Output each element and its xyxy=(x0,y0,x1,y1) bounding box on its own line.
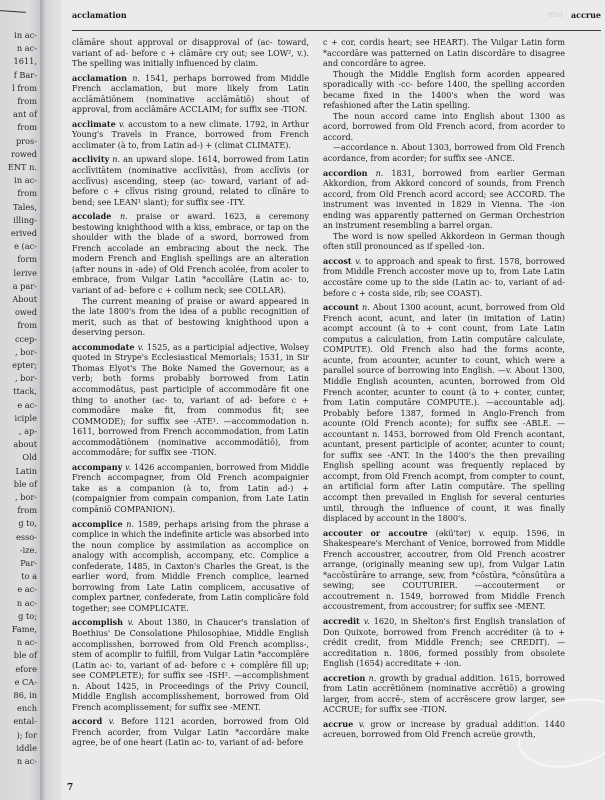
facing-page-fragment: ccep- xyxy=(14,333,37,344)
dictionary-entry xyxy=(72,154,309,208)
headword: acclamation xyxy=(72,72,128,83)
facing-page-fragment: n ac- xyxy=(16,756,37,766)
page-number: 7 xyxy=(67,783,74,793)
facing-page-fragment: n ac- xyxy=(16,637,37,648)
headword: accomplice xyxy=(72,518,123,529)
facing-page-edge xyxy=(0,0,40,800)
facing-page-fragment: , bor- xyxy=(14,373,37,384)
definition-text: 1525, as a participial adjective, Wolsey quoted in Strype's Ecclesiastical Memorials; 1531, in Sir Thomas Elyot's The Boke Named the Governour, as a verb; both forms probably borrowed from Latin accommodātus, past participle of accommodāre fit one thing to another (ac- to, variant of ad- before c + commodāre make fit, from commodus fit; see COMMODE); for suffix see -ATE¹. —accommodation n. 1611, borrowed from French accommodation, from Latin accommodātiōnem (nominative accommodātiō), from accommodāre; for suffix see -TION. xyxy=(72,342,309,458)
entry-continuation xyxy=(72,38,309,70)
headword: accommodate xyxy=(72,341,135,352)
headword: accordion xyxy=(323,167,368,178)
header-rule xyxy=(72,30,601,31)
facing-page-fragment: a par- xyxy=(12,280,37,291)
facing-page-fragment: e CA- xyxy=(14,676,37,687)
facing-page-fragment: ttack, xyxy=(13,386,37,397)
facing-page-fragment: to a xyxy=(21,571,37,582)
definition-text: growth by gradual addition. 1615, borrowed from Latin accrētiōnem (nominative accrētiō) a growing larger, from accrē-, stem of accrēscere grow larger, see ACCRUE; for suffix see -TION. xyxy=(323,673,565,715)
headword: accouter or accoutre xyxy=(323,527,428,538)
part-of-speech: v. xyxy=(358,719,365,729)
entry-paragraph xyxy=(323,38,565,70)
facing-page-fragment: n ac- xyxy=(16,597,37,608)
definition-text: equip. 1596, in Shakespeare's Merchant of Venice, borrowed from Middle French accoustrer, accoutrer, from Old French acostrer arrange, (originally meaning sew up), from Vulgar Latin *accōstūrāre to arrange, sew, from *cōstūra, *cōnsūtūra a sewing; see COUTURIER. —accouterment or accoutrement n. 1549, borrowed from Middle French accoustrement, from accoustrer; for suffix see -MENT. xyxy=(323,528,565,612)
part-of-speech: n. xyxy=(375,168,384,178)
dictionary-entry xyxy=(72,519,309,615)
entry-paragraph xyxy=(72,342,309,459)
definition-text: 1589, perhaps arising from the phrase a complice in which the indefinite article was absorbed into the noun complice by assimilation as accomplice on analogy with accomplish, accompany, etc. Complice a confederate, 1485, in Caxton's Charles the Great, is the earlier word, from Middle French complice, learned borrowing from Late Latin complicem, accusative of complex partner, confederate, from Latin complicāre fold together; see COMPLICATE. xyxy=(72,519,309,613)
dictionary-entry xyxy=(323,673,565,716)
definition-text: The word is now spelled Akkordeon in German though often still pronounced as if spelled -ion. xyxy=(323,231,565,252)
facing-page-fragment: from xyxy=(17,320,37,331)
facing-page-fragment: from xyxy=(17,96,37,106)
facing-page-fragment: f Bar- xyxy=(13,69,37,80)
definition-text: The noun accord came into English about 1300 as acord, borrowed from Old French acord, from acorder to accord. xyxy=(323,111,565,142)
part-of-speech: n. xyxy=(361,303,370,313)
facing-page-fragment: lerive xyxy=(13,267,37,278)
part-of-speech: n. xyxy=(132,73,140,83)
entry-paragraph xyxy=(72,154,309,208)
facing-page-fragment: About xyxy=(12,294,37,304)
definition-text: an upward slope. 1614, borrowed from Latin acclīvitātem (nominative acclīvitās), from acclīvis (or acclīvus) ascending, steep (ac- toward, variant of ad- before c + clīvus rising ground, related to clīnāre to bend; see LEAN¹ slant); for suffix see -ITY. xyxy=(72,155,310,207)
facing-page-fragment: erived xyxy=(10,228,37,238)
facing-page-fragment: Fame, xyxy=(11,624,37,634)
definition-text: accustom to a new climate. 1792, in Arthur Young's Travels in France, borrowed from French acclimater (à to, from Latin ad-) + (climat CLIMATE). xyxy=(72,119,309,150)
headword: accolade xyxy=(72,211,112,222)
facing-page-fragment: from xyxy=(17,188,37,199)
part-of-speech: v. xyxy=(118,119,125,129)
facing-page-fragment: illing- xyxy=(13,214,37,225)
entry-paragraph xyxy=(72,119,309,152)
dictionary-entry xyxy=(72,211,309,339)
dictionary-entry xyxy=(323,168,565,253)
entry-paragraph xyxy=(72,617,309,713)
facing-page-fragment: e (ac- xyxy=(14,241,37,252)
running-head xyxy=(72,10,601,24)
definition-text: Though the Middle English form acorden appeared sporadically with -cc- before 1400, the spelling accorden became fixed in the 1400's when the word was refashioned after the Latin spelling. xyxy=(323,69,565,111)
headword: accost xyxy=(323,255,352,266)
entry-paragraph xyxy=(72,297,309,339)
headword: account xyxy=(323,302,359,313)
entry-paragraph xyxy=(323,256,565,299)
headword: accrue xyxy=(323,718,354,729)
part-of-speech: n. xyxy=(119,212,128,222)
headword: accord xyxy=(72,716,103,727)
dictionary-entry xyxy=(72,342,309,459)
facing-page-fragment: efore xyxy=(15,663,37,674)
part-of-speech: n. xyxy=(126,519,135,529)
dictionary-entry xyxy=(323,256,565,299)
facing-page-fragment: esso- xyxy=(16,531,37,542)
dictionary-entry xyxy=(323,528,565,613)
facing-page-fragment: ); for xyxy=(16,729,37,740)
facing-page-fragment: Par- xyxy=(20,558,37,568)
dictionary-entry xyxy=(72,119,309,152)
show-through-text: etal xyxy=(547,10,563,19)
entry-paragraph xyxy=(323,528,565,613)
facing-page-fragment: Tales, xyxy=(13,201,37,212)
facing-page-fragment: , ap- xyxy=(18,426,37,436)
definition-text: About 1380, in Chaucer's translation of Boethius' De Consolatione Philosophiae, Middle English accomplisshen, borrowed from Old French acompliss-, stem of acomplir to fulfill, from Vulgar Latin *accomplēre (Latin ac- to, variant of ad- before c + complēre fill up; see COMPLETE); for suffix see -ISH². —accomplishment n. About 1425, in Proceedings of the Privy Council, Middle English accomplisshement, borrowed from Old French acomplissement; for suffix see -MENT. xyxy=(72,618,309,712)
definition-text: 1620, in Shelton's first English translation of Don Quixote, borrowed from French accréditer (à to + crédit credit, from Middle French; see CREDIT). —accreditation n. 1806, formed possibly from obsolete English (1654) accreditate + -ion. xyxy=(323,616,566,669)
definition-text: 1541, perhaps borrowed from Middle French acclamation, but more likely from Latin acclāmātiōnem (nominative acclāmātiō) shout of approval, from acclāmāre ACCLAIM; for suffix see -TION. xyxy=(72,73,310,115)
facing-page-fragment: in ac- xyxy=(14,30,37,40)
definition-text: clāmāre shout approval or disapproval of (ac- toward, variant of ad- before c + clāmāre cry out; see LOW², v.). The spelling was initially influenced by claim. xyxy=(72,38,309,69)
definition-text: —accordance n. About 1303, borrowed from Old French acordance, from acorder; for suffix see -ANCE. xyxy=(323,143,565,164)
definition-text: Before 1121 acorden, borrowed from Old French acorder, from Vulgar Latin *accordāre make agree, be of one heart (Latin ac- to, variant of ad- before xyxy=(72,717,309,748)
facing-page-fragment: , bor- xyxy=(14,492,37,502)
facing-page-fragment: Old xyxy=(22,452,37,463)
entry-paragraph xyxy=(323,168,565,232)
pronunciation: (əkü'tər) xyxy=(435,528,471,538)
facing-page-fragment: g to; xyxy=(18,610,37,621)
facing-page-fragment: , bor- xyxy=(14,346,37,357)
entry-paragraph xyxy=(323,112,565,144)
facing-page-fragment: ble of xyxy=(13,650,37,661)
entry-paragraph xyxy=(323,673,565,716)
entry-paragraph xyxy=(323,70,565,112)
dictionary-entry xyxy=(323,616,565,670)
dictionary-entry xyxy=(72,462,309,516)
definition-text: to approach and speak to first. 1578, borrowed from Middle French accoster move up to, from Late Latin accostāre come up to the side (Latin ac- to, variant of ad- before c + costa side, rib; see COAST). xyxy=(323,256,566,298)
facing-page-fragment: n ac- xyxy=(16,43,37,54)
facing-page-fragment: ental- xyxy=(13,716,37,727)
facing-page-fragment: 1611, xyxy=(13,56,37,67)
left-column xyxy=(72,38,309,752)
dictionary-entry xyxy=(72,716,309,749)
facing-page-fragment: about xyxy=(13,439,37,450)
entry-paragraph xyxy=(323,302,565,524)
definition-text: grow or increase by gradual addition. 1440 acreuen, borrowed from Old French acreüe growth, xyxy=(323,719,565,740)
facing-page-fragment: iddle xyxy=(16,742,37,753)
part-of-speech: v. xyxy=(108,717,115,727)
dictionary-entry xyxy=(72,73,309,116)
entry-paragraph xyxy=(72,519,309,615)
entry-paragraph xyxy=(323,232,565,253)
entry-paragraph xyxy=(323,143,565,164)
left-guide-word: acclamation xyxy=(72,10,127,20)
entry-paragraph xyxy=(72,211,309,296)
facing-page-fragment: ble of xyxy=(13,478,37,489)
facing-page-rule xyxy=(0,10,26,13)
facing-page-fragment: form xyxy=(17,254,37,265)
headword: accomplish xyxy=(72,617,124,628)
headword: accredit xyxy=(323,615,360,626)
definition-text: 1426 accompanien, borrowed from Middle French accompagner, from Old French acompaignier take as a companion (à to, from Latin ad-) + (compaignier from compain companion, from Late Latin compāniō COMPANION). xyxy=(72,462,310,514)
entry-paragraph xyxy=(72,73,309,116)
entry-paragraph xyxy=(72,716,309,749)
facing-page-fragment: e ac- xyxy=(17,584,37,595)
facing-page-fragment: in ac- xyxy=(14,175,37,186)
headword: accompany xyxy=(72,461,123,472)
facing-page-fragment: from xyxy=(17,122,37,133)
entry-paragraph xyxy=(72,462,309,516)
facing-page-fragment: -ize. xyxy=(19,544,37,555)
entry-paragraph xyxy=(72,38,309,70)
definition-text: The current meaning of praise or award appeared in the late 1800's from the idea of a public recognition of merit, such as that of bestowing knighthood upon a deserving person. xyxy=(72,296,309,338)
headword: acclivity xyxy=(72,154,110,165)
definition-text: About 1300 acount, acunt, borrowed from Old French acont, acunt, and later (in imitation of Latin) acompt account (à to + cont count, from Late Latin computus a calculation, from Latin computāre calculate, COMPUTE). Old French also had the forms aconte, acunte, from acounter, acunter to count, which were a parallel source of borrowing into English. —v. About 1300, Middle English acounten, acunten, borrowed from Old French aconter, acunter to count (à to + conter, cunter, from Latin computāre COMPUTE.). —accountable adj. Probably before 1387, formed in Anglo-French from acounte (Old French aconte); for suffix see -ABLE. —accountant n. 1453, borrowed from Old French acontant, acuntant, present participle of aconter, acunter to count; for suffix see -ANT. In the 1400's the then prevailing English spelling acount was frequently replaced by accompt, from Old French acompt, from compter to count, an artificial form after Latin computāre. The spelling accompt then prevailed in English for several centuries until, through the influence of count, it was finally displaced by account in the 1800's. xyxy=(323,303,565,524)
facing-page-fragment: owed xyxy=(14,307,37,318)
facing-page-fragment: rowed xyxy=(11,148,37,159)
facing-page-fragment: l from xyxy=(12,82,37,93)
facing-page-fragment: Latin xyxy=(15,465,37,476)
part-of-speech: v. xyxy=(137,342,144,352)
facing-page-fragment: g to, xyxy=(18,518,37,529)
facing-page-fragment: 86, in xyxy=(13,690,37,700)
facing-page-fragment: pros- xyxy=(15,135,37,146)
dictionary-page xyxy=(62,0,605,800)
part-of-speech: v. xyxy=(125,462,132,472)
facing-page-fragment: epter; xyxy=(12,360,37,370)
definition-text: praise or award. 1623, a ceremony bestowing knighthood with a kiss, embrace, or tap on the shoulder with the blade of a sword, borrowed from French accolade an embracing about the neck. The modern French and English spellings are an alteration (after nouns in -ade) of Old French acolée, from acoler to embrace, from Vulgar Latin *accollāre (Latin ac- to, variant of ad- before c + collum neck; see COLLAR). xyxy=(72,212,309,296)
right-column xyxy=(323,38,565,744)
part-of-speech: v. xyxy=(478,528,485,538)
facing-page-fragment: iciple xyxy=(14,412,37,423)
headword: acclimate xyxy=(72,118,116,129)
part-of-speech: v. xyxy=(355,256,362,266)
book-gutter xyxy=(40,0,62,800)
entry-paragraph xyxy=(323,616,565,670)
part-of-speech: v. xyxy=(363,616,370,626)
definition-text: 1831, borrowed from earlier German Akkordion, from Akkord concord of sounds, from French accord, from Old French acord accord; see ACCORD. The instrument was invented in 1829 in Vienna. The -ion ending was apparently patterned on German Orchestrion an instrument resembling a barrel organ. xyxy=(323,168,566,231)
part-of-speech: n. xyxy=(368,673,377,683)
dictionary-entry xyxy=(323,302,565,524)
facing-page-fragment: e ac- xyxy=(17,399,37,410)
part-of-speech: v. xyxy=(127,618,134,628)
headword: accretion xyxy=(323,672,366,683)
dictionary-entry xyxy=(72,617,309,713)
definition-text: c + cor, cordis heart; see HEART). The Vulgar Latin form *accordāre was patterned on Latin discordāre to disagree and concordāre to agree. xyxy=(323,38,565,69)
entry-continuation xyxy=(323,38,565,165)
facing-page-fragment: ench xyxy=(17,703,37,714)
facing-page-fragment: ant of xyxy=(12,109,37,120)
part-of-speech: n. xyxy=(112,155,121,165)
facing-page-fragment: ENT n. xyxy=(7,162,37,172)
facing-page-fragment: from xyxy=(17,505,37,516)
right-guide-word: accrue xyxy=(570,10,601,20)
